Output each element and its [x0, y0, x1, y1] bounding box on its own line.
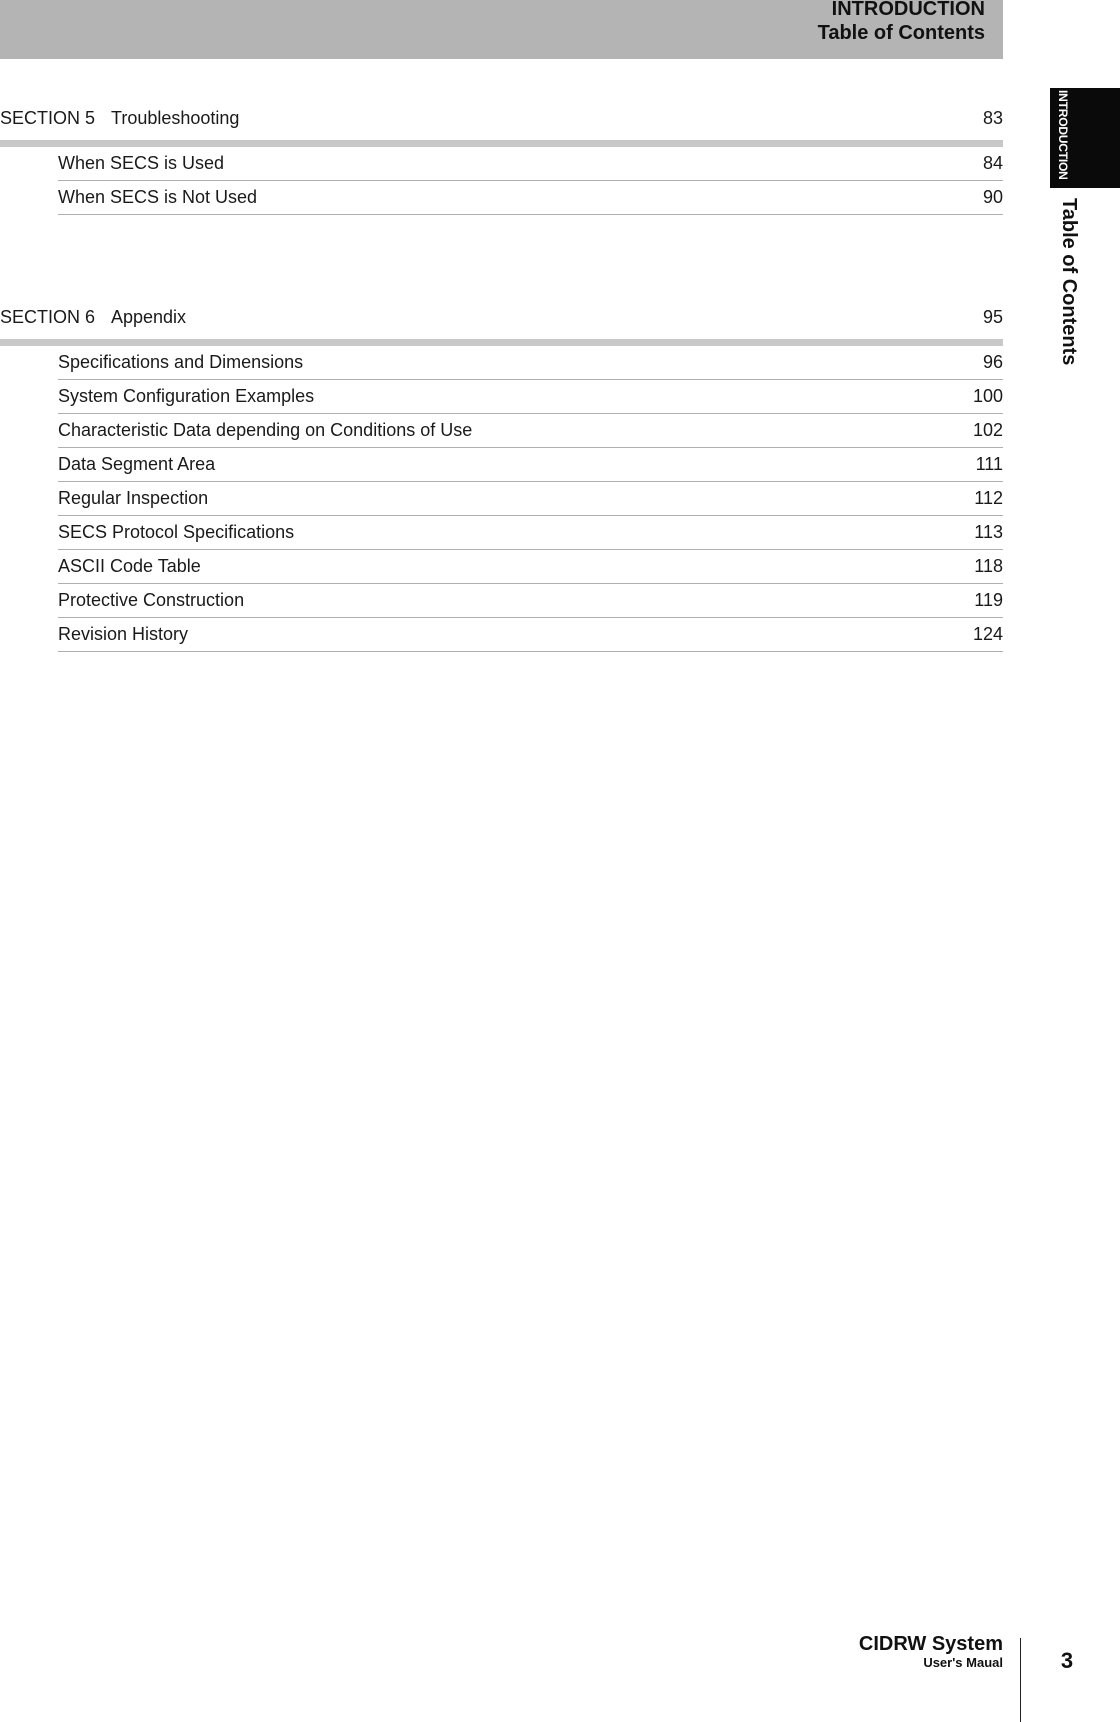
section-heading[interactable]	[0, 103, 1003, 133]
entry-page: 84	[982, 153, 1003, 173]
entry-page: 111	[975, 454, 1003, 474]
entry-page: 113	[974, 522, 1003, 542]
entry-title: Specifications and Dimensions	[58, 352, 304, 372]
section-number: SECTION 5	[0, 108, 96, 128]
toc-entry[interactable]	[58, 181, 1003, 215]
entry-title: SECS Protocol Specifications	[58, 522, 295, 542]
manual-name: User's Maual	[923, 1655, 1003, 1670]
toc-entry[interactable]	[58, 448, 1003, 482]
entry-page: 124	[972, 624, 1003, 644]
page-header	[0, 0, 1003, 59]
entry-title: ASCII Code Table	[58, 556, 201, 576]
section-title: Troubleshooting	[111, 108, 240, 128]
section-number: SECTION 6	[0, 307, 96, 327]
header-title: Table of Contents	[817, 22, 985, 44]
entry-page: 100	[972, 386, 1003, 406]
entry-page: 96	[982, 352, 1003, 372]
entry-page: 112	[974, 488, 1003, 508]
entry-title: Regular Inspection	[58, 488, 209, 508]
chapter-tab-label: INTRODUCTION	[1056, 90, 1070, 180]
section-title: Appendix	[111, 307, 187, 327]
entry-title: Data Segment Area	[58, 454, 216, 474]
entry-title: When SECS is Used	[58, 153, 225, 173]
entry-title: Revision History	[58, 624, 189, 644]
page-number: 3	[1060, 1648, 1074, 1673]
section-page: 83	[982, 108, 1003, 128]
section-divider	[0, 140, 1003, 147]
toc-entry-list	[58, 147, 1003, 215]
footer-divider	[1020, 1638, 1021, 1722]
toc-entry[interactable]	[58, 482, 1003, 516]
entry-page: 119	[974, 590, 1003, 610]
entry-title: Characteristic Data depending on Conditions of Use	[58, 420, 473, 440]
entry-title: When SECS is Not Used	[58, 187, 258, 207]
toc-entry-list	[58, 346, 1003, 652]
footer-brand	[859, 1632, 1003, 1670]
toc-entry[interactable]	[58, 584, 1003, 618]
section-page: 95	[982, 307, 1003, 327]
toc-entry[interactable]	[58, 346, 1003, 380]
toc-section-5	[0, 103, 1003, 215]
toc-entry[interactable]	[58, 516, 1003, 550]
entry-page: 90	[982, 187, 1003, 207]
toc-entry[interactable]	[58, 618, 1003, 652]
header-chapter: INTRODUCTION	[831, 0, 985, 20]
product-name: CIDRW System	[858, 1633, 1003, 1655]
entry-title: System Configuration Examples	[58, 386, 315, 406]
entry-page: 102	[972, 420, 1003, 440]
toc-entry[interactable]	[58, 414, 1003, 448]
entry-page: 118	[974, 556, 1003, 576]
toc-entry[interactable]	[58, 380, 1003, 414]
section-divider	[0, 339, 1003, 346]
toc-entry[interactable]	[58, 550, 1003, 584]
entry-title: Protective Construction	[58, 590, 245, 610]
toc-section-6	[0, 302, 1003, 652]
section-heading[interactable]	[0, 302, 1003, 332]
side-section-title: Table of Contents	[1058, 198, 1080, 366]
toc-entry[interactable]	[58, 147, 1003, 181]
